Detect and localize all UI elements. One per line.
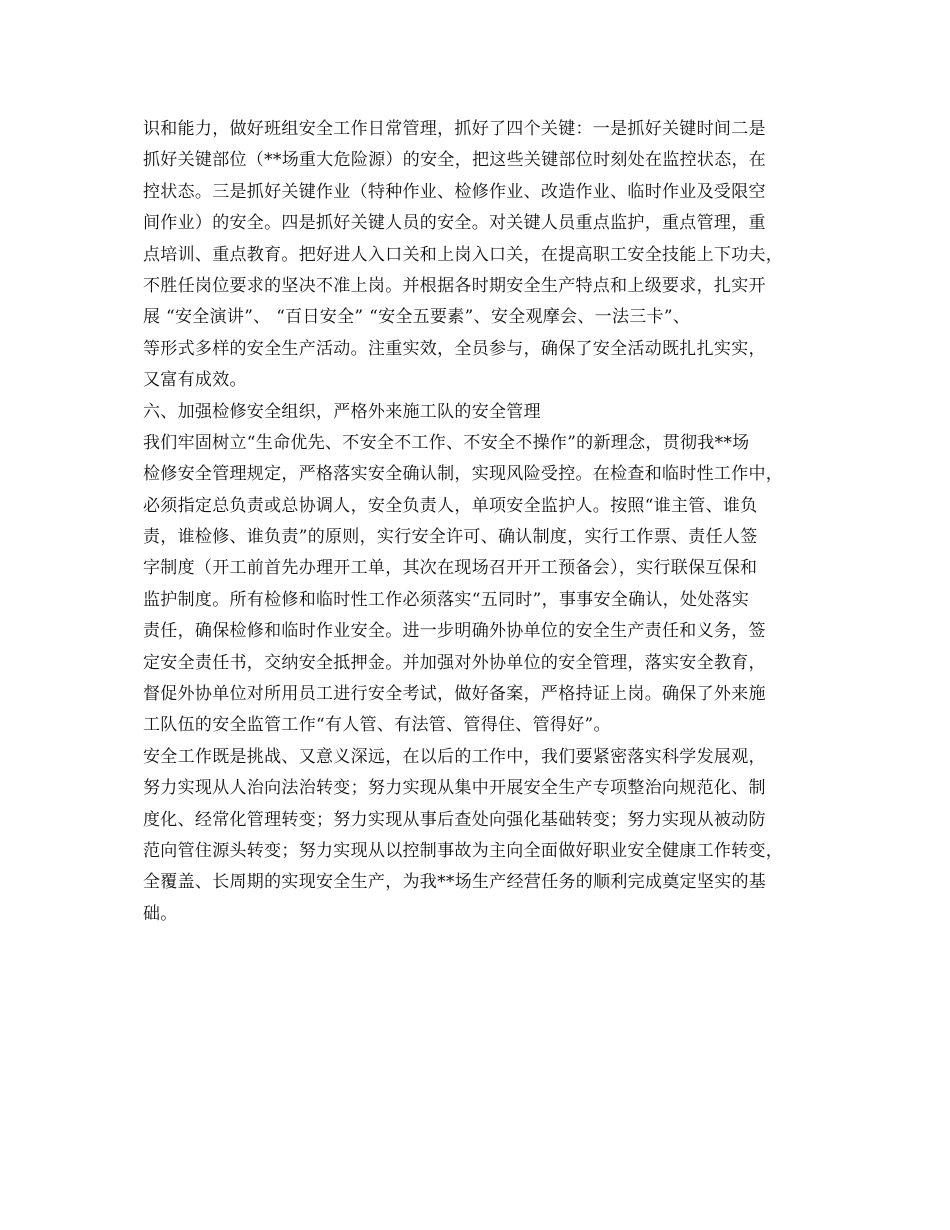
text-line: 点培训、重点教育。把好进人入口关和上岗入口关，在提高职工安全技能上下功夫，	[143, 244, 784, 265]
text-line: 范向管住源头转变；努力实现从以控制事故为主向全面做好职业安全健康工作转变，	[143, 840, 784, 861]
text-line: 等形式多样的安全生产活动。注重实效，全员参与，确保了安全活动既扎扎实实，	[143, 338, 766, 359]
text-line: 又富有成效。	[143, 370, 247, 391]
text-line: 监护制度。所有检修和临时性工作必须落实“五同时”，事事安全确认，处处落实	[143, 589, 750, 610]
text-line: 安全工作既是挑战、又意义深远，在以后的工作中，我们要紧密落实科学发展观，	[143, 746, 766, 767]
text-line: 责，谁检修、谁负责”的原则，实行安全许可、确认制度，实行工作票、责任人签	[143, 527, 758, 548]
text-line: 检修安全管理规定，严格落实安全确认制，实现风险受控。在检查和临时性工作中，	[143, 464, 784, 485]
text-line: 抓好关键部位（**场重大危险源）的安全，把这些关键部位时刻处在监控状态，在	[143, 150, 767, 171]
text-line: 必须指定总负责或总协调人，安全负责人，单项安全监护人。按照“谁主管、谁负	[143, 495, 758, 516]
text-line: 度化、经常化管理转变；努力实现从事后查处向强化基础转变；努力实现从被动防	[143, 809, 766, 830]
text-line: 工队伍的安全监管工作“有人管、有法管、管得住、管得好”。	[143, 715, 611, 736]
text-line: 展 “安全演讲”、 “百日安全” “安全五要素”、安全观摩会、一法三卡”、	[143, 307, 691, 328]
text-line: 努力实现从人治向法治转变；努力实现从集中开展安全生产专项整治向规范化、制	[143, 778, 766, 799]
text-line: 责任，确保检修和临时作业安全。进一步明确外协单位的安全生产责任和义务，签	[143, 621, 766, 642]
document-body	[143, 114, 823, 930]
text-line: 字制度（开工前首先办理开工单，其次在现场召开开工预备会），实行联保互保和	[143, 558, 758, 579]
text-line: 间作业）的安全。四是抓好关键人员的安全。对关键人员重点监护，重点管理，重	[143, 213, 766, 234]
text-line: 础。	[143, 903, 178, 924]
section-heading: 六、加强检修安全组织，严格外来施工队的安全管理	[143, 401, 541, 422]
text-line: 定安全责任书，交纳安全抵押金。并加强对外协单位的安全管理，落实安全教育，	[143, 652, 766, 673]
text-line: 督促外协单位对所用员工进行安全考试，做好备案，严格持证上岗。确保了外来施	[143, 684, 766, 705]
text-line: 不胜任岗位要求的坚决不准上岗。并根据各时期安全生产特点和上级要求，扎实开	[143, 275, 766, 296]
text-line: 全覆盖、长周期的实现安全生产，为我**场生产经营任务的顺利完成奠定坚实的基	[143, 872, 767, 893]
text-line: 控状态。三是抓好关键作业（特种作业、检修作业、改造作业、临时作业及受限空	[143, 181, 766, 202]
text-line: 我们牢固树立“生命优先、不安全不工作、不安全不操作”的新理念，贯彻我**场	[143, 432, 750, 453]
text-line: 识和能力，做好班组安全工作日常管理，抓好了四个关键：一是抓好关键时间二是	[143, 119, 766, 139]
